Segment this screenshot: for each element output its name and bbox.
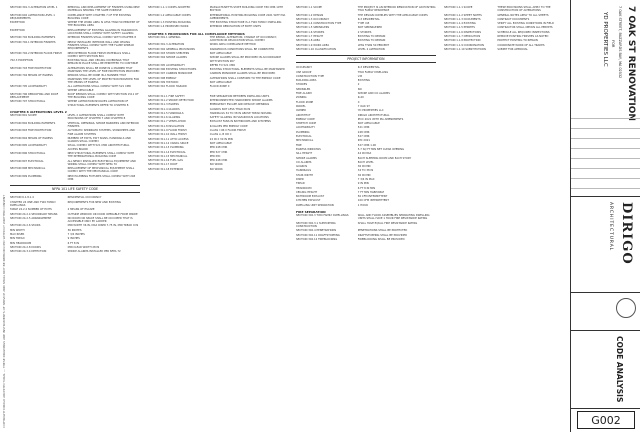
code-row: SECTION 1.1.8 PROTECTION PROTECT EXISTING TO REMAIN bbox=[444, 39, 538, 43]
firm-contact bbox=[593, 214, 596, 215]
code-row: SECTION 1.1.1 CODES ADOPTED MASSACHUSETTS STATE BUILDING CODE 780 CMR 10TH EDITION bbox=[148, 6, 284, 13]
code-row: MIN HEADROOM 6 FT 8 IN bbox=[10, 241, 80, 245]
code-row: SECTION 311.16 FUEL GAS PER 248 CMR bbox=[148, 159, 228, 163]
code-row: SECTION 705 ACCESSIBILITY ALL ALTERATIONS SHALL COMPLY WITH 521 CMR WHERE APPLICABLE bbox=[10, 85, 131, 92]
code-row: SECTION 1.3 EXISTING BUILDING THE EXISTING STRUCTURE IS A TWO FAMILY DWELLING bbox=[148, 21, 282, 25]
revision-strip bbox=[571, 112, 640, 194]
for-label: FOR bbox=[611, 40, 615, 48]
code-row: SECTION 24.2.4 SECONDARY MEANS OUTSIDE WINDOW OR DOOR OPERABLE FROM INSIDE bbox=[10, 212, 138, 216]
code-row: SECTION 302 GENERAL PROVISIONS DANGEROUS CONDITIONS SHALL BE CORRECTED bbox=[148, 47, 275, 51]
code-row: SECTION 308 ENERGY ALTERATIONS SHALL CONFORM TO THE ENERGY CODE bbox=[148, 76, 281, 80]
code-row: SECTION 808 MECHANICAL REPLACEMENT OF MECHANICAL EQUIPMENT SHALL COMPLY WITH THE MECHANICAL CODE bbox=[10, 167, 135, 174]
code-row: SECTION 702.2 INTERIOR FLOOR FINISH NEW INTERIOR FLOOR FINISH MATERIALS SHALL COMPLY WITH SECTION 804 bbox=[10, 51, 131, 58]
code-row: PARCEL 7 OAK ST bbox=[296, 104, 370, 108]
code-row: SECTION 702 BUILDING ELEMENTS INTERIOR FINISHES SHALL COMPLY WITH CHAPTER 8 bbox=[10, 36, 136, 40]
code-row: TREAD 9 IN MIN bbox=[296, 182, 369, 186]
code-row: SECTION 803 FIRE PROTECTION AUTOMATIC SPRINKLER SYSTEMS, STANDPIPES AND FIRE ALARM SYSTEMS bbox=[10, 129, 135, 136]
code-row: SECTION 311.15 MECHANICAL PER IMC bbox=[148, 154, 221, 158]
code-row: ZONING R-40 bbox=[296, 96, 364, 100]
code-row: SECTION 802 BUILDING ELEMENTS VERTICAL OPENINGS, SMOKE BARRIERS AND INTERIOR FINISHES bbox=[10, 121, 139, 128]
code-row: EXCEPTION REPLACEMENT OF EXISTING GLAZING IN HAZARDOUS LOCATIONS SHALL COMPLY WITH SAFETY GLAZING bbox=[10, 28, 138, 36]
code-row: SECTION 806 STRUCTURAL NEW STRUCTURAL ELEMENTS SHALL COMPLY WITH THE INTERNATIONAL BUILDING CODE bbox=[10, 151, 135, 159]
code-row: BUILDING AREA EXISTING bbox=[296, 79, 370, 83]
code-row: SECTION 307 CARBON MONOXIDE CARBON MONOXIDE ALARMS SHALL BE PROVIDED bbox=[148, 72, 276, 76]
code-row: SECTION 311.11 ATTIC ACCESS 22 IN X 30 IN MIN bbox=[148, 137, 233, 141]
firm-tagline: ARCHITECTURAL bbox=[608, 202, 613, 252]
code-row: SECTION 805 ACCESSIBILITY SHALL COMPLY WITH 521 CMR ARCHITECTURAL ACCESS BOARD bbox=[10, 144, 130, 151]
nfpa-header: NFPA 101 LIFE SAFETY CODE bbox=[10, 185, 140, 193]
code-row: SECTION 311.1 FIRE SAFETY FIRE SEPARATION BETWEEN DWELLING UNITS bbox=[148, 94, 270, 98]
code-row: HEADROOM 6 FT 8 IN MIN bbox=[296, 186, 376, 190]
code-row: SECTION 703 FIRE PROTECTION ALTERATIONS SHALL BE DONE IN A MANNER THAT MAINTAINS THE LEVEL OF FIRE PROTECTION PROVIDED bbox=[10, 66, 140, 74]
code-row: ACCESSIBILITY 521 CMR bbox=[296, 126, 370, 130]
column-1 bbox=[10, 6, 140, 426]
code-row: SECTION 311.14 ELECTRICAL PER 527 CMR bbox=[148, 150, 228, 154]
code-row: STORIES 2 bbox=[296, 83, 360, 87]
code-row: SECTION 311.8 INSULATION R-VALUES PER ENERGY CODE bbox=[148, 124, 248, 128]
code-row: SECTION 1.7 HEIGHT EXISTING TO REMAIN bbox=[296, 35, 386, 39]
code-row: SECTION 1.1.1 SCOPE THESE PROVISIONS SHALL APPLY TO THE CONSTRUCTION OF ALTERATIONS bbox=[444, 6, 551, 13]
code-row: SECTION 704 MEANS OF EGRESS REPAIRS SHALL BE DONE IN A MANNER THAT MAINTAINS THE LEVEL OF PROTECTION PROVIDED FOR THE MEANS OF EGRESS bbox=[10, 74, 140, 84]
code-row: SECTION 804 MEANS OF EGRESS NUMBER OF EXITS, EXIT SIGNS, HANDRAILS AND GUARDS SHALL COMPLY bbox=[10, 136, 131, 144]
col1-rows1 bbox=[10, 6, 140, 107]
col3-rows1 bbox=[296, 6, 436, 51]
code-row: SECTION 1.10 CLASSIFICATION LEVEL 2 ALTERATION bbox=[296, 47, 385, 51]
code-row: SECTION 306 EXISTING STRUCTURES EXISTING STRUCTURAL ELEMENTS SHALL BE MAINTAINED bbox=[148, 68, 285, 72]
column-4 bbox=[444, 6, 564, 126]
code-row: MAX RISER 7 3/4 INCHES bbox=[10, 233, 85, 237]
code-row: SECTION 304 SMOKE ALARMS SMOKE ALARMS SHALL BE PROVIDED IN ACCORDANCE WITH SECTION 907 bbox=[148, 56, 281, 63]
code-row: SECTION 311.4 GUARDS GUARDS NOT LESS THAN 36 IN bbox=[148, 107, 251, 111]
code-row: SECTION 311.12 CRAWL SPACE NOT APPLICABLE bbox=[148, 141, 232, 145]
code-row: SECTION 311.18 EXTERIOR NO WORK bbox=[148, 167, 223, 171]
code-row: SECTION 6.1.8.1.4 RESIDENTIAL OCCUPANCY bbox=[10, 196, 102, 200]
code-row: SECTION 707 STRUCTURAL WHERE ALTERATION INVOLVES ALTERATION OF STRUCTURAL ELEMENTS REFER TO CHAPTER 8 bbox=[10, 100, 129, 107]
code-row: BATHROOM EXHAUST 50 CFM INTERMITTENT bbox=[296, 195, 388, 199]
code-row: SECTION 1.1.9 COORDINATION COORDINATE WORK OF ALL TRADES bbox=[444, 43, 545, 47]
client-name: YD PROPERTIES LLC bbox=[602, 12, 608, 67]
code-row: SECTION 301.1 GENERAL THE REPAIR, ALTERATION, CHANGE OF OCCUPANCY, ADDITION OR RELOCATION SHALL COMPLY bbox=[148, 35, 278, 43]
sheet-title: CODE ANALYSIS bbox=[615, 336, 624, 403]
col1-rows3 bbox=[10, 196, 140, 253]
code-row: SECTION 706 REROOFING AND ROOF REPLACEMENT ROOF REPAIRS SHALL COMPLY WITH SECTION 1511 OF THE BUILDING CODE bbox=[10, 92, 139, 100]
code-row: SECTION 24.2.8 DOORS MIN CLEAR WIDTH 28 IN bbox=[10, 245, 100, 249]
code-row: SECTION 1.8 AREA EXISTING TO REMAIN bbox=[296, 39, 386, 43]
code-row: CHAPTER 24 ONE AND TWO FAMILY DWELLINGS REQUIREMENTS FOR NEW AND EXISTING bbox=[10, 200, 121, 207]
code-row: SECTION 1.6 STORIES 2 STORIES bbox=[296, 30, 372, 34]
section-heading: CHAPTER 8 ALTERATIONS LEVEL 2 bbox=[10, 110, 67, 115]
col3-rows2 bbox=[296, 66, 436, 207]
professional-stamp bbox=[616, 298, 636, 318]
code-row: SECTION 1.1.7 DEMOLITION REMOVE EXISTING FINISHES AS NOTED bbox=[444, 35, 549, 39]
code-row: SECTION 1.4 PROPOSED WORK INTERIOR RENOVATION OF BOTH UNITS bbox=[148, 25, 262, 29]
section-heading: FIRE SEPARATION bbox=[296, 210, 326, 215]
code-row: CONSTRUCTION TYPE V-B bbox=[296, 74, 363, 78]
code-row: HANDRAILS 34 TO 38 IN bbox=[296, 169, 374, 173]
code-row: SECTION 305 ACCESSIBILITY REFER TO 521 CMR bbox=[148, 63, 236, 67]
code-row: SECTION 301.3 ALTERATION LEVEL 1 REMOVAL AND REPLACEMENT OF FINISHES USING NEW MATERIALS SERVING THE SAME PURPOSE bbox=[10, 6, 140, 13]
col2-rows1 bbox=[148, 6, 288, 29]
code-row: SECTION 310 FLOOD HAZARD FLOOD ZONE X bbox=[148, 85, 230, 89]
code-row: SECTION 1.4 CONSTRUCTION TYPE TYPE V-B bbox=[296, 22, 370, 26]
code-row: FIRE 527 CMR 1.00 bbox=[296, 143, 377, 147]
code-row: SECTION 801 SCOPE LEVEL 2 ALTERATIONS SHALL COMPLY WITH PROVISIONS OF CHAPTER 7 AND CHAPTER 8 bbox=[10, 114, 126, 121]
code-row: 702.3 EXCEPTION EXISTING WALL AND CEILING COVERINGS THAT REMAIN IN PLACE SHALL BE PERMITTED TO CONTINUE bbox=[10, 59, 139, 66]
code-row: SECTION 311.17 ROOF NO WORK bbox=[148, 163, 223, 167]
code-row: ELECTRICAL 527 CMR bbox=[296, 135, 370, 139]
code-row: USE GROUP TWO FAMILY DWELLING bbox=[296, 70, 389, 74]
code-row: ENERGY CODE IECC 2021 WITH MA AMENDMENTS bbox=[296, 117, 404, 121]
code-row: EXCEPTION WHERE THE WORK AREA IS LESS THAN 50 PERCENT OF THE BUILDING AREA bbox=[10, 21, 140, 28]
code-row: SILL HEIGHT 44 IN MAX bbox=[296, 152, 372, 156]
code-row: FLOOD ZONE X bbox=[296, 100, 360, 104]
code-row: SECTION 302.12 FIREBLOCKING FIREBLOCKING SHALL BE PROVIDED bbox=[296, 237, 405, 241]
code-row: SECTION 1.1 SCOPE THE PROJECT IS AN INTERIOR RENOVATION OF AN EXISTING TWO FAMILY RESIDENCE bbox=[296, 6, 436, 13]
project-information-header: PROJECT INFORMATION bbox=[296, 55, 436, 63]
code-row: PLUMBING 248 CMR bbox=[296, 130, 370, 134]
code-row: SECTION 1.1.2 SHEET NOTES GENERAL NOTES APPLY TO ALL SHEETS bbox=[444, 13, 549, 17]
title-block bbox=[570, 0, 640, 432]
code-row: SECTION 311.5 HANDRAILS HANDRAILS 34 TO 38 IN ABOVE TREAD NOSING bbox=[148, 111, 272, 115]
code-row: SECTION 311.10 WALL FINISH CLASS A, B OR C bbox=[148, 133, 232, 137]
column-3 bbox=[296, 6, 436, 426]
code-row: SECTION 1.5 SPRINKLERS NOT SPRINKLERED bbox=[296, 26, 383, 30]
section-heading: CHAPTER 3 PROVISIONS FOR ALL COMPLIANCE METHODS bbox=[148, 31, 245, 36]
code-row: SECTION 1.2 DESIGN THE DESIGN COMPLIES WITH THE APPLICABLE CODES bbox=[296, 13, 428, 17]
code-row: SECTION 311.9 FLOOR FINISH CLASS I OR II FLOOR FINISH bbox=[148, 129, 246, 133]
code-row: SECTION 301.3 ALTERATION WORK AREA COMPLIANCE METHOD bbox=[148, 43, 256, 47]
sheet-number: G002 bbox=[577, 411, 635, 429]
code-row: SECTION 1.1.4 EXISTING VERIFY ALL EXISTING CONDITIONS IN FIELD bbox=[444, 22, 554, 26]
code-row: CO ALARMS EACH LEVEL bbox=[296, 160, 374, 164]
code-row: SECTION 1.3 OCCUPANCY R-3 RESIDENTIAL bbox=[296, 17, 380, 21]
code-row: KITCHEN EXHAUST 100 CFM INTERMITTENT bbox=[296, 199, 389, 203]
project-title: 7 OAK ST RENOVATION bbox=[626, 6, 636, 121]
code-row: SMOKE ALARMS EACH SLEEPING ROOM AND EACH STORY bbox=[296, 156, 412, 160]
code-row: SECTION 807 ELECTRICAL ALL NEWLY INSTALLED ELECTRICAL EQUIPMENT AND WIRING SHALL COMPLY WITH NFPA 70 bbox=[10, 159, 136, 166]
code-row: DWELLING UNIT SEPARATION 1 HOUR bbox=[296, 203, 368, 207]
code-row: SECTION 309 HISTORIC NOT APPLICABLE bbox=[148, 81, 232, 85]
code-row: SECTION 1.1.10 SUBSTITUTIONS SUBMIT FOR APPROVAL bbox=[444, 47, 528, 51]
margin-note: COPYRIGHT DIRIGO ARCHITECTURAL — THESE DRAWINGS ARE INSTRUMENTS OF SERVICE AND SHALL NOT BE REPRODUCED WITHOUT WRITTEN CONSENT bbox=[2, 194, 6, 428]
code-row: SECTION 1.9 WORK AREA LESS THAN 50 PERCENT bbox=[296, 43, 390, 47]
code-row: SECTION 809 PLUMBING NEW PLUMBING FIXTURES SHALL COMPLY WITH 248 CMR bbox=[10, 174, 136, 182]
code-row: SECTION 311.13 PLUMBING PER 248 CMR bbox=[148, 146, 228, 150]
code-row: GUARDS 36 IN MIN bbox=[296, 165, 371, 169]
code-row: SECTION 302.3 TWO FAMILY DWELLINGS WALL AND FLOOR ASSEMBLIES SEPARATING DWELLING UNITS SHALL HAVE 1 HOUR FIRE RESISTANCE RATING bbox=[296, 214, 430, 221]
code-row: SECTION 24.3.4 DETECTION SMOKE ALARMS INSTALLED PER NFPA 72 bbox=[10, 250, 121, 254]
code-row: FIRE ALARM SMOKE AND CO ALARMS bbox=[296, 92, 390, 96]
code-row: SECTION 311.7 VENTILATION EXHAUST FANS IN BATHROOMS AND KITCHENS bbox=[148, 120, 271, 124]
code-row: SECTION 311.2 SMOKE DETECTION INTERCONNECTED HARDWIRED SMOKE ALARMS bbox=[148, 98, 273, 102]
code-row: SECTION 1.1.6 INSPECTIONS SCHEDULE ALL REQUIRED INSPECTIONS bbox=[444, 30, 550, 34]
code-row: RISER 7 3/4 IN MAX bbox=[296, 177, 375, 181]
code-row: CEILING HEIGHT 7 FT MIN HABITABLE bbox=[296, 190, 385, 194]
firm-name: DIRIGO bbox=[619, 202, 634, 265]
col3-rows3 bbox=[296, 214, 436, 241]
code-row: MIN WIDTH 36 INCHES bbox=[10, 228, 82, 232]
code-row: SECTION 311.6 GLAZING SAFETY GLAZING IN HAZARDOUS LOCATIONS bbox=[148, 116, 269, 120]
code-row: OCCUPANCY R-3 RESIDENTIAL bbox=[296, 66, 380, 70]
code-row: SECTION 702.1 INTERIOR FINISHES NEWLY INSTALLED INTERIOR WALL AND CEILING FINISHES SHALL COMPLY WITH THE FLAME SPREAD REQUIREMENTS bbox=[10, 40, 135, 51]
code-row: SECTION 1.2 APPLICABLE CODES INTERNATIONAL EXISTING BUILDING CODE 2021 WITH MA AMENDMENTS bbox=[148, 13, 286, 20]
code-row: SECTION 602 ALTERATION LEVEL 1 REQUIREMENTS COMPLIANCE WITH CHAPTER 7 OF THE EXISTING BUILDING CODE bbox=[10, 13, 132, 20]
code-row: SECTION 24.2.5 ARRANGEMENT NO ROOM OR SPACE SHALL BE OCCUPIED THAT IS ACCESSIBLE ONLY BY LADDER bbox=[10, 216, 133, 224]
column-2 bbox=[148, 6, 288, 426]
code-row: SECTION 302.3.1 SUPPORTING CONSTRUCTION SHALL HAVE EQUAL FIRE RESISTANCE RATING bbox=[296, 221, 418, 228]
code-row: SECTION 1.1.3 DOCUMENTS CONTRACT DOCUMENTS bbox=[444, 17, 530, 21]
code-row: STAIR WIDTH 36 IN MIN bbox=[296, 173, 371, 177]
code-row: SPRINKLER NO bbox=[296, 87, 362, 91]
code-row: ARCHITECT DIRIGO ARCHITECTURAL bbox=[296, 113, 390, 117]
col2-rows2 bbox=[148, 36, 288, 89]
code-row: STRETCH CODE NOT APPLICABLE bbox=[296, 122, 380, 126]
code-row: EGRESS WINDOWS 5.7 SQ FT MIN NET CLEAR OPENING bbox=[296, 147, 405, 151]
code-row: TABLE 24.2.2 NUMBER OF EXITS 2 MEANS OF ESCAPE bbox=[10, 208, 95, 212]
col4-rows1 bbox=[444, 6, 564, 51]
code-row: SECTION 302.4 PENETRATIONS PENETRATIONS SHALL BE PROTECTED bbox=[296, 229, 408, 233]
code-row: SECTION 303 STORM SHELTERS NOT APPLICABLE bbox=[148, 51, 232, 55]
code-row: SECTION 302.11 DRAFTSTOPPING DRAFTSTOPPING SHALL BE PROVIDED bbox=[296, 233, 408, 237]
code-row: SECTION 1.1.5 PERMITS CONTRACTOR SHALL OBTAIN ALL PERMITS bbox=[444, 26, 553, 30]
code-row: OWNER YD PROPERTIES LLC bbox=[296, 109, 384, 113]
code-row: SECTION 311.3 EGRESS EMERGENCY ESCAPE AND RESCUE OPENINGS bbox=[148, 103, 270, 107]
col1-rows2 bbox=[10, 114, 140, 181]
col2-rows3 bbox=[148, 95, 288, 171]
code-row: MIN TREAD 9 INCHES bbox=[10, 237, 80, 241]
project-address: 7 OAK STREET, BUZZARDS BAY, MA 02532 bbox=[618, 6, 622, 79]
code-row: MECHANICAL IMC 2021 bbox=[296, 139, 371, 143]
code-row: SECTION 24.2.6 STAIRS MIN WIDTH 36 IN, MAX RISER 7.75 IN, MIN TREAD 9 IN bbox=[10, 224, 139, 228]
